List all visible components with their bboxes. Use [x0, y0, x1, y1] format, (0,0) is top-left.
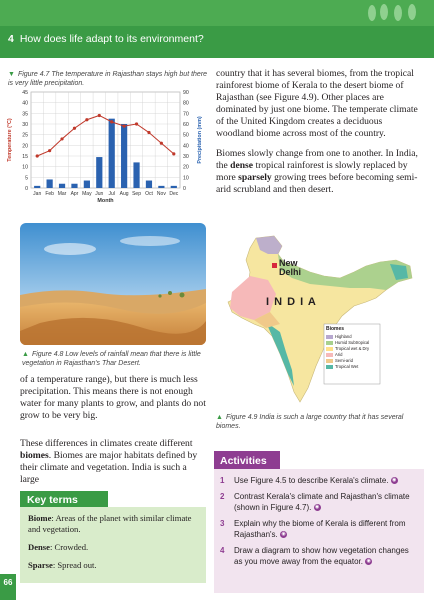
- x-tick-label: Nov: [156, 191, 166, 197]
- key-term-def: : Areas of the planet with similar climate and vegetation.: [28, 513, 192, 534]
- key-terms-box: [20, 507, 206, 583]
- globe-icon: ◉: [366, 558, 371, 565]
- y-left-tick-label: 45: [22, 90, 28, 96]
- precipitation-bar: [121, 124, 127, 188]
- trees-icon: [362, 3, 422, 25]
- activity-number: 4: [220, 546, 225, 555]
- figure-4-9-caption-text: Figure 4.9 India is such a large country that it has several biomes.: [216, 414, 404, 430]
- y-left-tick-label: 25: [22, 132, 28, 139]
- chapter-number: 4: [8, 33, 14, 45]
- legend-swatch: [326, 353, 333, 357]
- p2-text-c: growing trees before becoming semi-arid scrubland and then desert.: [216, 172, 418, 196]
- y-right-tick-label: 80: [183, 100, 189, 107]
- precipitation-bar: [158, 186, 164, 188]
- temperature-point: [172, 152, 175, 155]
- precipitation-bar: [47, 179, 53, 188]
- legend-label: Tropical wet & Dry: [335, 346, 370, 351]
- key-terms-title: Key terms: [20, 491, 108, 509]
- temperature-point: [60, 137, 63, 140]
- climate-chart: [4, 88, 210, 210]
- y-right-tick-label: 90: [183, 90, 189, 96]
- legend-label: Semi-arid: [335, 358, 353, 363]
- triangle-up-icon: ▲: [216, 414, 223, 421]
- legend-title: Biomes: [326, 326, 345, 332]
- precipitation-bar: [96, 157, 102, 188]
- legend-label: Humid Subtropical: [335, 340, 370, 345]
- activity-item: [220, 475, 418, 486]
- map-legend: [326, 326, 380, 370]
- legend-item: [326, 364, 380, 370]
- left-p2-text-a: These differences in climates create different: [20, 438, 193, 449]
- precipitation-bar: [146, 181, 152, 188]
- precipitation-bar: [133, 162, 139, 188]
- triangle-down-icon: ▼: [8, 71, 15, 78]
- figure-4-7-caption-text: Figure 4.7 The temperature in Rajasthan stays high but there is very little precipitation.: [8, 71, 208, 87]
- p2-text-b: tropical rainforest is slowly replaced by more: [216, 160, 408, 184]
- figure-4-7-caption: [8, 70, 208, 88]
- temperature-point: [110, 120, 113, 123]
- precipitation-bar: [109, 119, 115, 188]
- activity-text: Use Figure 4.5 to describe Kerala's climate.: [234, 476, 389, 485]
- precipitation-bar: [59, 184, 65, 188]
- key-term-def: : Crowded.: [49, 542, 89, 552]
- activity-number: 1: [220, 476, 225, 485]
- y-left-tick-label: 20: [22, 143, 28, 150]
- x-tick-label: Dec: [169, 191, 179, 197]
- y-right-tick-label: 40: [183, 143, 189, 150]
- x-tick-label: Jun: [95, 191, 104, 197]
- figure-4-8-caption-text: Figure 4.8 Low levels of rainfall mean that there is little vegetation in Rajasthan's Thar Desert.: [22, 351, 201, 367]
- left-col-paragraph-1: of a temperature range), but there is much less precipitation. This means there is not enough water for many plants to grow, and plants do not grow to be very big.: [20, 374, 206, 422]
- precipitation-bar: [34, 186, 40, 188]
- x-tick-label: Sep: [132, 191, 141, 197]
- y-left-tick-label: 15: [22, 154, 28, 160]
- legend-label: Arid: [335, 352, 343, 357]
- key-term-sparse: [28, 560, 198, 571]
- figure-4-8-caption: [22, 350, 208, 368]
- page-number: 66: [0, 574, 16, 600]
- y-right-tick-label: 30: [183, 154, 189, 160]
- triangle-up-icon: ▲: [22, 351, 29, 358]
- x-tick-label: Jan: [33, 191, 42, 197]
- y-left-tick-label: 0: [25, 186, 28, 192]
- legend-label: Tropical Wet: [335, 364, 359, 369]
- x-tick-label: Oct: [145, 191, 153, 197]
- india-biomes-map: [220, 232, 420, 408]
- temperature-point: [73, 127, 76, 130]
- x-tick-label: May: [82, 191, 92, 197]
- p2-term-sparsely: sparsely: [238, 172, 272, 184]
- map-city-line-1: New: [279, 258, 298, 268]
- key-term-label: Biome: [28, 513, 52, 523]
- chapter-header: [0, 0, 434, 58]
- activity-item: [220, 545, 418, 567]
- activity-number: 3: [220, 519, 225, 528]
- x-axis-label: Month: [97, 198, 114, 204]
- y-left-tick-label: 35: [22, 111, 28, 118]
- temperature-point: [36, 154, 39, 157]
- temperature-point: [98, 114, 101, 117]
- activity-item: [220, 518, 418, 540]
- map-city-line-2: Delhi: [279, 267, 302, 277]
- y-left-tick-label: 5: [25, 175, 28, 182]
- legend-swatch: [326, 341, 333, 345]
- chapter-title-text: How does life adapt to its environment?: [19, 33, 204, 45]
- legend-label: Highland: [335, 334, 352, 339]
- y-right-tick-label: 70: [183, 111, 189, 118]
- key-term-def: : Spread out.: [52, 560, 97, 570]
- activity-text: Contrast Kerala's climate and Rajasthan's climate (shown in Figure 4.7).: [234, 492, 410, 512]
- right-col-paragraph-1: country that it has several biomes, from the tropical rainforest biome of Kerala to the desert biome of Rajasthan (see Figure 4.9). Other places are dominated by just one biome. The temperate climate of the United Kingdom creates a deciduous woodland biome across most of the country.: [216, 68, 418, 140]
- temperature-point: [147, 131, 150, 134]
- key-term-label: Dense: [28, 542, 50, 552]
- legend-swatch: [326, 365, 333, 369]
- activities-box: [214, 469, 424, 593]
- legend-swatch: [326, 347, 333, 351]
- p2-term-dense: dense: [230, 160, 254, 172]
- precipitation-bar: [171, 186, 177, 188]
- key-term-label: Sparse: [28, 560, 53, 570]
- activity-item: [220, 491, 418, 513]
- y-left-axis-label: Temperature (°C): [7, 118, 13, 162]
- temperature-point: [160, 142, 163, 145]
- thar-desert-photo: [20, 223, 206, 345]
- y-left-tick-label: 10: [22, 164, 28, 171]
- key-term-biome: [28, 513, 198, 535]
- x-tick-label: Feb: [45, 191, 54, 197]
- x-tick-label: Mar: [57, 191, 67, 197]
- globe-icon: ◉: [392, 477, 397, 484]
- temperature-point: [48, 149, 51, 152]
- temperature-point: [135, 122, 138, 125]
- activity-text: Explain why the biome of Kerala is different from Rajasthan's.: [234, 519, 406, 539]
- y-right-tick-label: 20: [183, 164, 189, 171]
- globe-icon: ◉: [314, 504, 320, 511]
- y-right-axis-label: Precipitation (mm): [197, 116, 203, 164]
- y-right-tick-label: 10: [183, 175, 189, 182]
- y-right-tick-label: 60: [183, 122, 189, 128]
- left-p2-term-biomes: biomes: [20, 450, 49, 462]
- globe-icon: ◉: [281, 531, 286, 538]
- figure-4-9-caption: [216, 413, 416, 431]
- legend-swatch: [326, 335, 333, 339]
- left-p2-text-b: . Biomes are major habitats defined by their climate and vegetation. India is such a large: [20, 450, 198, 486]
- right-col-paragraph-2: [216, 148, 422, 196]
- activities-title: Activities: [214, 451, 280, 471]
- key-term-dense: [28, 542, 198, 553]
- map-city-label: [279, 259, 301, 277]
- precipitation-bar: [71, 184, 77, 188]
- map-country-label: I N D I A: [266, 296, 317, 308]
- y-right-tick-label: 50: [183, 132, 189, 139]
- temperature-point: [85, 118, 88, 121]
- activity-number: 2: [220, 492, 225, 501]
- temperature-point: [123, 125, 126, 128]
- legend-swatch: [326, 359, 333, 363]
- y-left-tick-label: 40: [22, 100, 28, 107]
- x-tick-label: Aug: [119, 191, 129, 197]
- activity-text: Draw a diagram to show how vegetation changes as you move away from the equator.: [234, 546, 409, 566]
- left-col-paragraph-2: [20, 438, 208, 486]
- x-tick-label: Jul: [108, 191, 115, 197]
- y-left-tick-label: 30: [22, 122, 28, 128]
- y-right-tick-label: 0: [183, 186, 186, 192]
- p2-text-a: Biomes slowly change from one to another. In India, the: [216, 148, 418, 172]
- chapter-title: [8, 33, 204, 45]
- x-tick-label: Apr: [70, 191, 79, 197]
- precipitation-bar: [84, 181, 90, 188]
